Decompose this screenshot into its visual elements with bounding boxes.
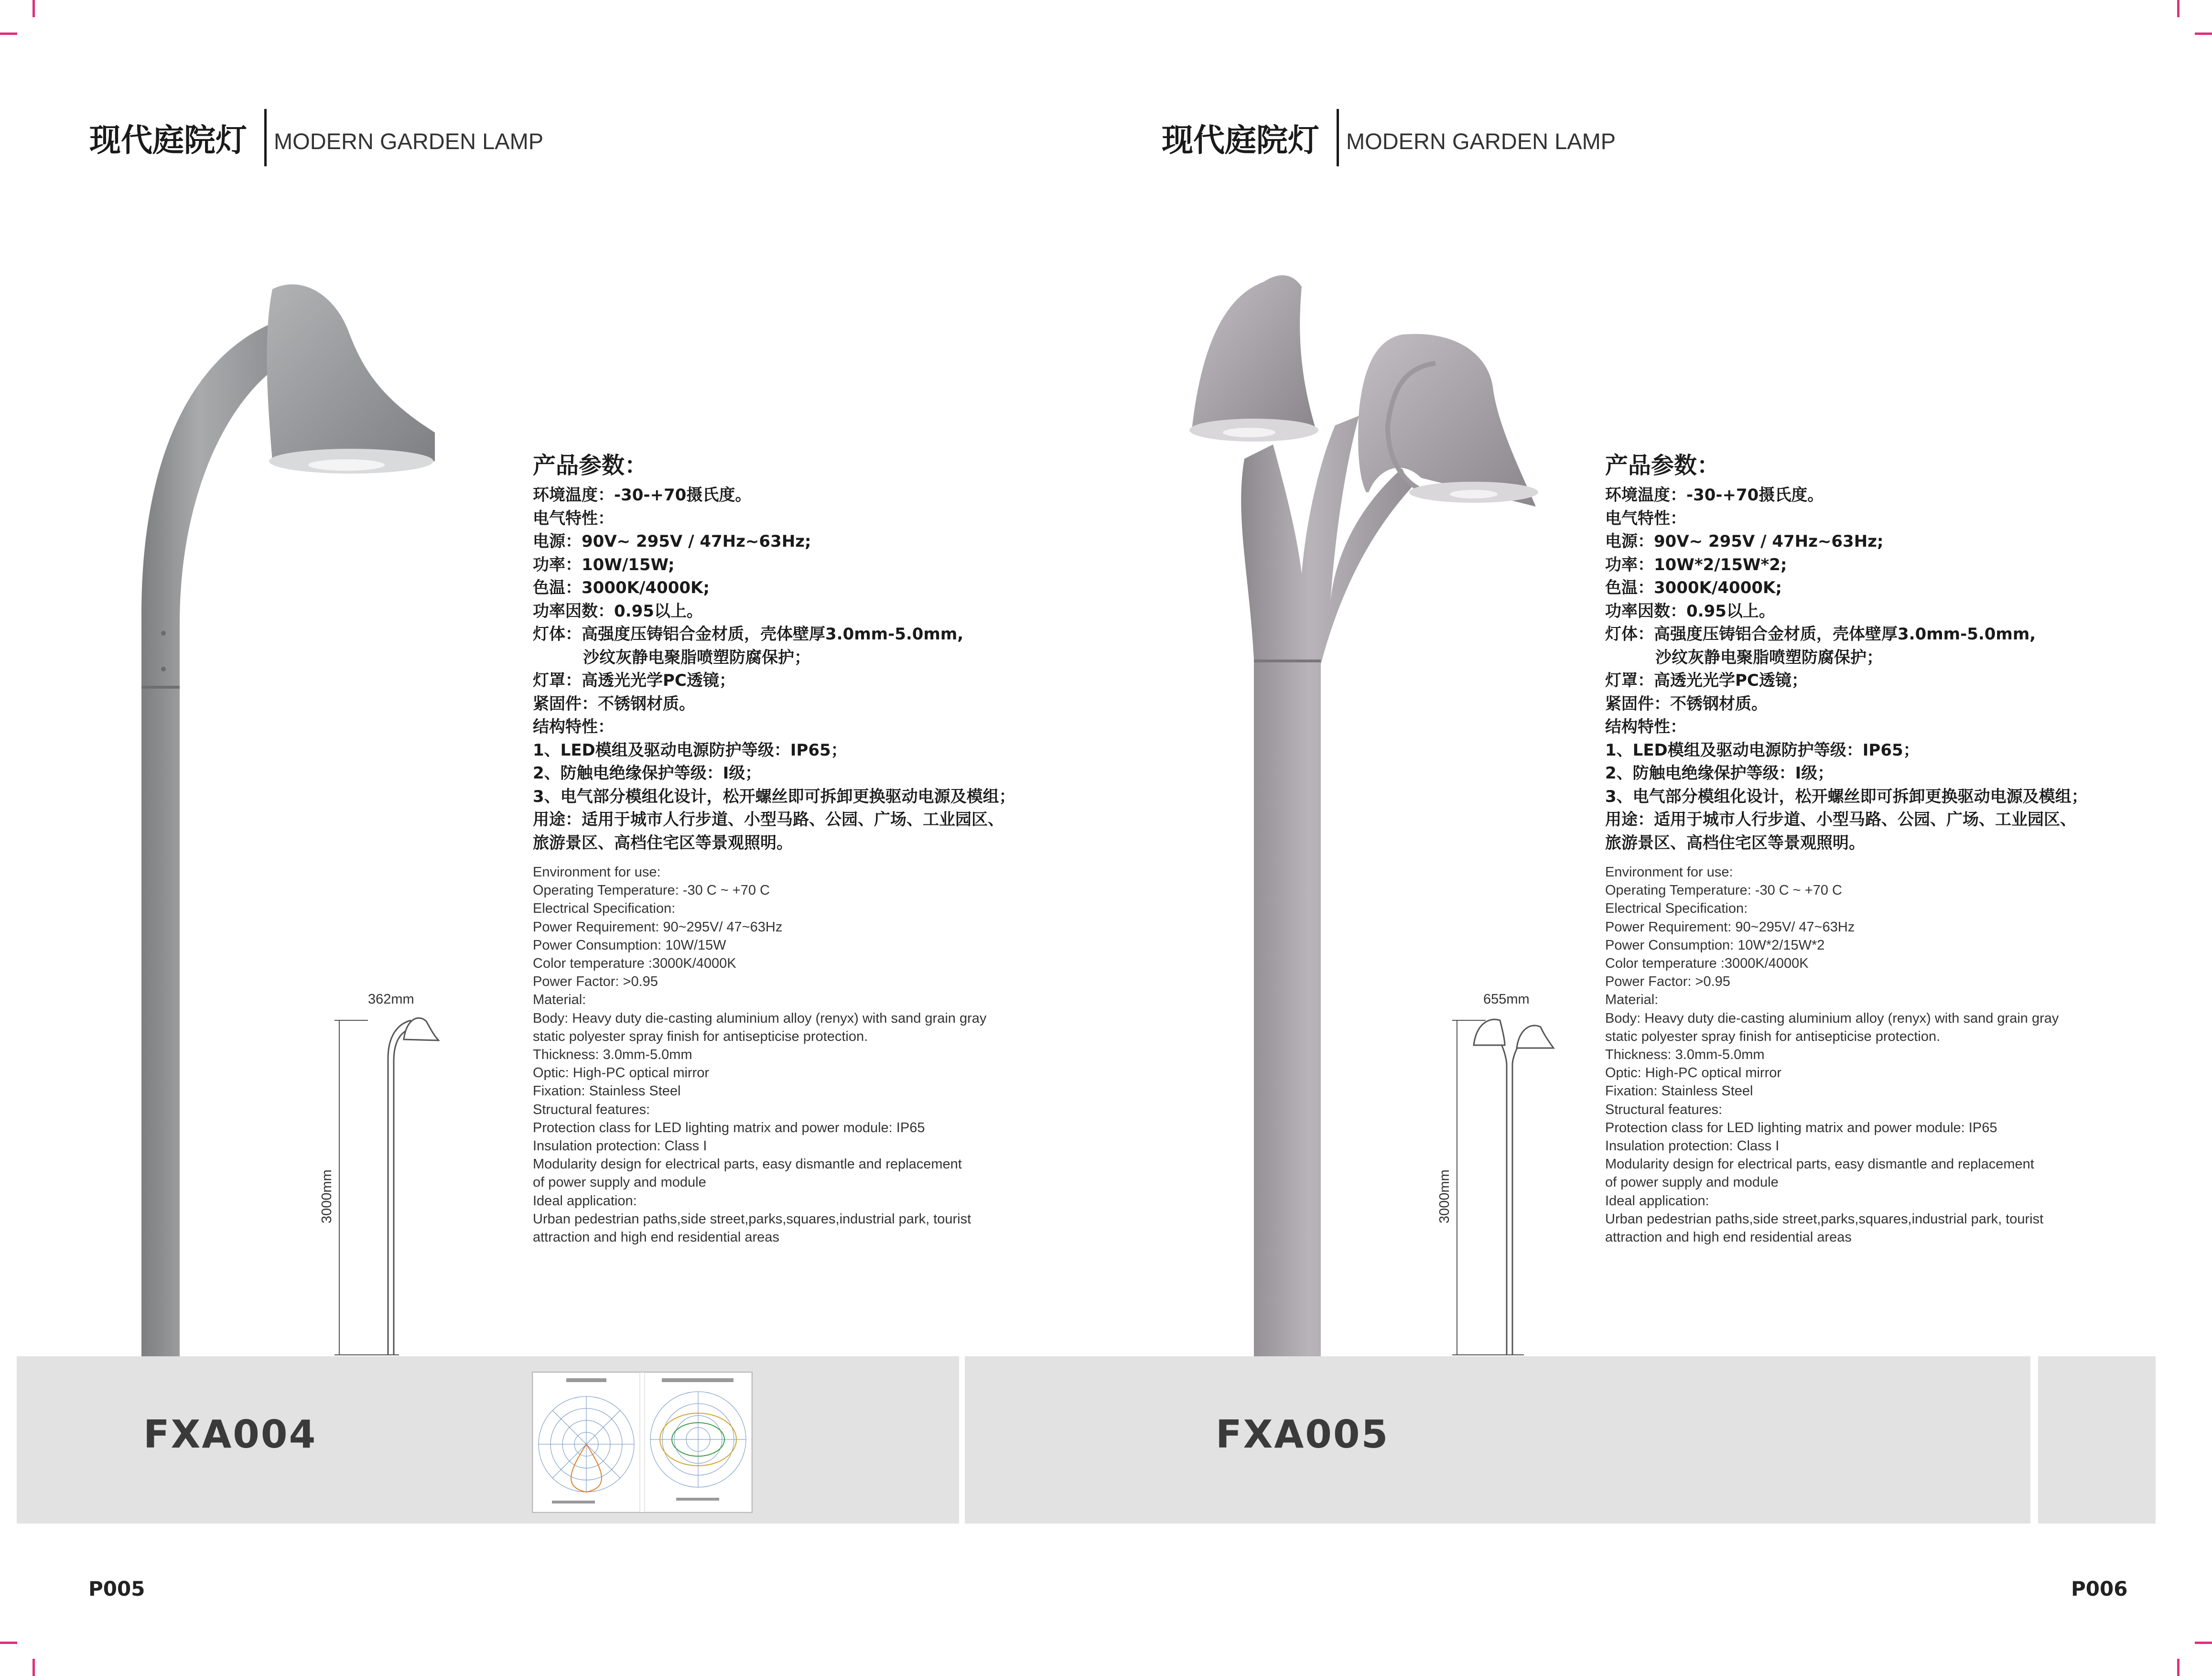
spec-en-line: static polyester spray finish for antisepticise protection. [533,1028,868,1044]
spec-en-line: Protection class for LED lighting matrix and power module: IP65 [1605,1120,1997,1135]
spec-en-line: Body: Heavy duty die-casting aluminium alloy (renyx) with sand grain gray [533,1010,987,1026]
spec-en-line: attraction and high end residential areas [533,1230,779,1245]
spec-en-line: Thickness: 3.0mm-5.0mm [533,1047,692,1063]
spec-en-line: Protection class for LED lighting matrix and power module: IP65 [533,1120,925,1135]
spec-en-line: static polyester spray finish for antisepticise protection. [1605,1028,1941,1044]
spec-en-line: Urban pedestrian paths,side street,parks,squares,industrial park, tourist [533,1211,971,1227]
crop-mark [2195,1642,2212,1644]
spec-en-line: Electrical Specification: [533,901,676,917]
spec-zh-line: 1、LED模组及驱动电源防护等级：IP65； [533,740,847,760]
spec-zh-line: 色温：3000K/4000K; [1605,578,1782,597]
spec-zh-line: 结构特性： [1605,717,1686,736]
spec-en-line: of power supply and module [533,1175,706,1190]
spec-en-line: Power Requirement: 90~295V/ 47~63Hz [1605,919,1855,935]
spec-zh-line: 旅游景区、高档住宅区等景观照明。 [533,833,793,853]
spec-en-line: Operating Temperature: -30 C ~ +70 C [1605,883,1842,898]
spec-en-line: Ideal application: [1605,1193,1709,1209]
spec-zh-line: 3、电气部分模组化设计，松开螺丝即可拆卸更换驱动电源及模组； [533,787,1015,806]
spec-zh-line: 功率因数：0.95以上。 [1605,601,1775,621]
spec-zh-line: 灯罩：高透光光学PC透镜； [1605,671,1808,690]
spec-en-line: Optic: High-PC optical mirror [1605,1065,1782,1081]
spec-zh-line: 环境温度：-30-+70摄氏度。 [1605,486,1824,505]
header-title-zh: 现代庭院灯 [89,122,247,159]
header-title-en: MODERN GARDEN LAMP [1346,129,1616,154]
spec-en-line: Power Factor: >0.95 [533,974,658,990]
dimension-drawing [1433,992,1557,1360]
page-right [1072,0,2178,1676]
spec-en-line: Fixation: Stainless Steel [533,1083,681,1099]
spec-zh-line: 功率：10W/15W; [533,555,675,574]
spec-en-line: Color temperature :3000K/4000K [1605,956,1809,972]
spec-block [533,447,1078,1246]
model-band-edge [2038,1356,2156,1524]
model-name: FXA005 [1216,1412,1390,1457]
dimension-drawing [315,992,440,1360]
spec-block [1605,447,2150,1246]
photometric-chart [532,1372,753,1513]
spec-zh-line: 灯体：高强度压铸铝合金材质，壳体壁厚3.0mm-5.0mm, [533,625,964,644]
spec-zh-line: 环境温度：-30-+70摄氏度。 [533,486,752,505]
spec-en-line: Material: [533,992,586,1008]
spec-zh-line: 功率因数：0.95以上。 [533,601,703,621]
spec-zh-line: 电气特性： [533,508,614,528]
spec-zh-line: 紧固件：不锈钢材质。 [533,694,695,714]
spec-zh-line: 电源：90V~ 295V / 47Hz~63Hz; [1605,532,1884,551]
spec-en-line: Urban pedestrian paths,side street,parks,squares,industrial park, tourist [1605,1211,2044,1227]
header-title-zh: 现代庭院灯 [1162,122,1319,159]
spec-en-line: Modularity design for electrical parts, easy dismantle and replacement [533,1157,962,1172]
spec-en-line: Environment for use: [533,865,661,880]
spec-en-line: Modularity design for electrical parts, easy dismantle and replacement [1605,1157,2034,1172]
spec-zh-line: 沙纹灰静电聚脂喷塑防腐保护； [583,648,810,667]
spec-en-line: Power Factor: >0.95 [1605,974,1730,990]
spec-en-line: Ideal application: [533,1193,637,1209]
spec-en-line: Structural features: [1605,1102,1722,1117]
spec-zh-line: 用途：适用于城市人行步道、小型马路、公园、广场、工业园区、 [1605,810,2076,829]
model-name: FXA004 [143,1412,317,1457]
spec-zh-line: 紧固件：不锈钢材质。 [1605,694,1768,714]
spec-en-line: Environment for use: [1605,865,1733,880]
spec-en-line: Fixation: Stainless Steel [1605,1083,1753,1099]
spec-en-line: Optic: High-PC optical mirror [533,1065,710,1081]
header-title-en: MODERN GARDEN LAMP [274,129,544,154]
spec-en-line: Insulation protection: Class I [533,1138,707,1154]
spec-en-line: Thickness: 3.0mm-5.0mm [1605,1047,1765,1063]
spec-en-line: Body: Heavy duty die-casting aluminium alloy (renyx) with sand grain gray [1605,1010,2059,1026]
spec-en-line: Structural features: [533,1102,650,1117]
spec-en-line: Color temperature :3000K/4000K [533,956,736,972]
spec-en-line: Operating Temperature: -30 C ~ +70 C [533,883,770,898]
spec-zh-line: 色温：3000K/4000K; [533,578,710,597]
spec-title: 产品参数： [533,452,648,479]
spec-en-line: Material: [1605,992,1659,1008]
spec-zh-line: 1、LED模组及驱动电源防护等级：IP65； [1605,740,1920,760]
spec-en-line: of power supply and module [1605,1175,1779,1190]
dim-width-label: 655mm [1483,992,1530,1007]
spec-zh-line: 沙纹灰静电聚脂喷塑防腐保护； [1655,648,1883,667]
page-number: P005 [88,1577,145,1600]
crop-mark [2195,32,2212,35]
spec-en-line: Power Consumption: 10W*2/15W*2 [1605,937,1825,953]
spec-zh-line: 电源：90V~ 295V / 47Hz~63Hz; [533,532,811,551]
spec-zh-line: 功率：10W*2/15W*2; [1605,555,1787,574]
spec-en-line: Power Requirement: 90~295V/ 47~63Hz [533,919,783,935]
spec-zh-line: 灯罩：高透光光学PC透镜； [533,671,735,690]
polar-light-distribution-chart-icon [533,1373,752,1512]
spec-zh-line: 2、防触电绝缘保护等级：I级； [1605,764,1834,783]
spec-en-line: Power Consumption: 10W/15W [533,937,726,953]
page-number: P006 [2071,1577,2128,1600]
spec-zh-line: 结构特性： [533,717,614,736]
spec-zh-line: 旅游景区、高档住宅区等景观照明。 [1605,833,1865,853]
dim-height-label: 3000mm [1437,1169,1452,1223]
spec-en-block [533,863,1078,1246]
spec-zh-line: 3、电气部分模组化设计，松开螺丝即可拆卸更换驱动电源及模组； [1605,787,2088,806]
header-divider [1337,109,1339,166]
header-divider [264,109,267,166]
spec-en-line: Electrical Specification: [1605,901,1748,917]
spec-title: 产品参数： [1605,452,1720,479]
dim-width-label: 362mm [368,992,414,1007]
model-band [965,1356,2030,1524]
spec-en-line: Insulation protection: Class I [1605,1138,1780,1154]
spec-en-line: attraction and high end residential areas [1605,1230,1852,1245]
spec-zh-line: 电气特性： [1605,508,1686,528]
dim-height-label: 3000mm [319,1169,334,1223]
spec-en-block [1605,863,2150,1246]
spec-zh-line: 灯体：高强度压铸铝合金材质，壳体壁厚3.0mm-5.0mm, [1605,625,2036,644]
spec-zh-line: 用途：适用于城市人行步道、小型马路、公园、广场、工业园区、 [533,810,1004,829]
spec-zh-line: 2、防触电绝缘保护等级：I级； [533,764,762,783]
